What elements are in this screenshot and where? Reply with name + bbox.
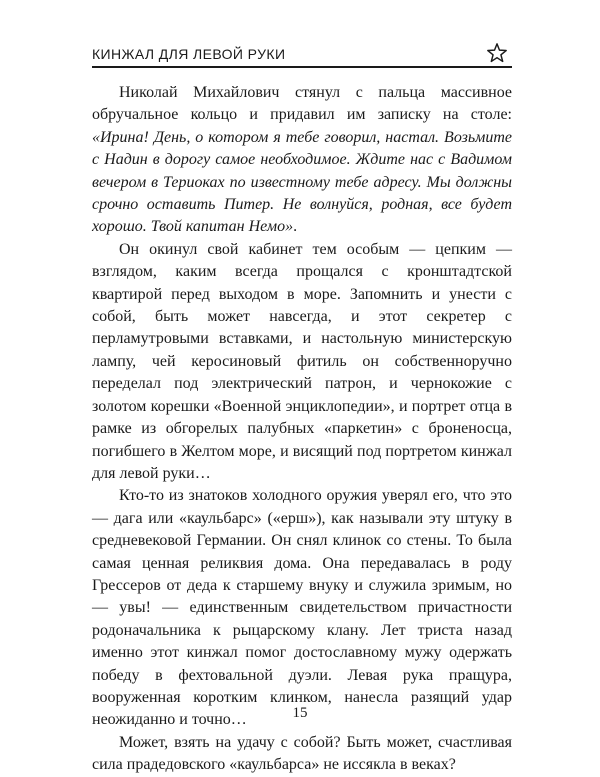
paragraph: Кто-то из знатоков холодного оружия уверял его, что это — дага или «каульбарс» («ерш»), как называли эту штуку в средневековой Германии. Он снял клинок со стены. То была самая ценная реликвия дома. Она передавалась в роду Грессеров от деда к старшему внуку и служила зримым, но — увы! — единственным свидетельством причастности родоначальника к рыцарскому клану. Лет триста назад именно этот кинжал помог достославному мужу одержать победу в фехтовальной дуэли. Левая рука пращура, вооруженная коротким клинком, нанесла разящий удар неожиданно и точно…: [92, 487, 512, 729]
paragraph-tail: .: [293, 218, 298, 236]
page-body: [92, 82, 512, 777]
star-outline-icon: [486, 42, 508, 64]
page-number: 15: [292, 705, 308, 721]
paragraph: [92, 82, 512, 239]
running-header: [92, 40, 512, 70]
paragraph-intro: Николай Михайлович стянул с пальца массивное обручальное кольцо и придавил им записку на столе:: [92, 84, 512, 124]
paragraph: Он окинул свой кабинет тем особым — цепким — взглядом, каким всегда прощался с кронштадтской квартирой перед выходом в море. Запомнить и унести с собой, быть может навсегда, и этот секретер с перламутровыми вставками, и настольную министерскую лампу, чей керосиновый фитиль он собственноручно переделал под электрический патрон, и чернокожие с золотом корешки «Военной энциклопедии», и портрет отца в рамке из обгорелых палубных «паркетин» с броненосца, погибшего в Желтом море, и висящий под портретом кинжал для левой руки…: [92, 240, 512, 482]
running-header-title: КИНЖАЛ ДЛЯ ЛЕВОЙ РУКИ: [92, 46, 286, 62]
farewell-note: «Ирина! День, о котором я тебе говорил, настал. Возьмите с Надин в дорогу самое необходимое. Ждите нас с Вадимом вечером в Териоках по известному тебе адресу. Мы должны срочно оставить Питер. Не волнуйся, родная, все будет хорошо. Твой капитан Немо»: [92, 128, 512, 236]
header-rule: [92, 66, 512, 68]
paragraph: Может, взять на удачу с собой? Быть может, счастливая сила прадедовского «каульбарса» не иссякла в веках?: [92, 733, 512, 774]
